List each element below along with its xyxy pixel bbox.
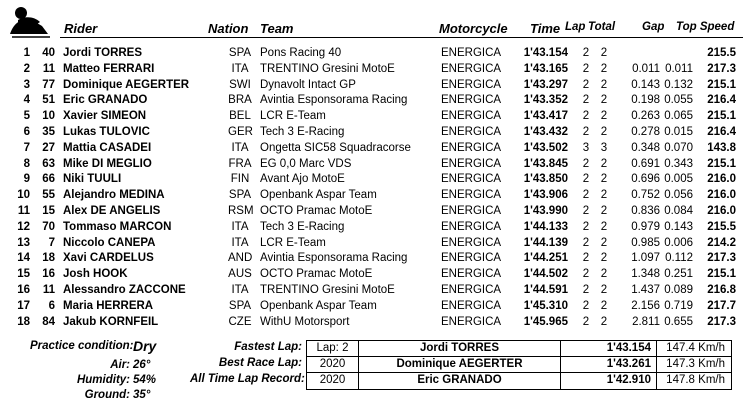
header-motorcycle: Motorcycle: [439, 21, 508, 36]
motorcycle-cell: ENERGICA: [441, 268, 502, 281]
team-cell: Avintia Esponsorama Racing: [260, 252, 408, 265]
lap-cell: 3: [582, 141, 590, 154]
total-cell: 2: [600, 94, 608, 107]
gap-previous-cell: 0.143: [664, 220, 693, 233]
number-cell: 11: [42, 283, 55, 296]
gap-previous-cell: 0.070: [664, 141, 693, 154]
nation-cell: ITA: [231, 283, 249, 296]
total-cell: 2: [600, 62, 608, 75]
gap-previous-cell: 0.132: [664, 78, 693, 91]
motorcycle-cell: ENERGICA: [441, 204, 502, 217]
rider-name-cell: Dominique AEGERTER: [63, 78, 190, 91]
total-cell: 2: [600, 236, 608, 249]
gap-first-cell: 0.011: [632, 62, 660, 75]
motorcycle-cell: ENERGICA: [441, 189, 502, 202]
lap-cell: 2: [582, 204, 590, 217]
record-rider: Eric GRANADO: [359, 373, 561, 389]
team-cell: Tech 3 E-Racing: [260, 125, 345, 138]
team-cell: TRENTINO Gresini MotoE: [260, 283, 395, 296]
rider-name-cell: Xavier SIMEON: [63, 110, 147, 123]
gap-previous-cell: 0.055: [664, 94, 693, 107]
number-cell: 27: [42, 141, 55, 154]
nation-cell: BEL: [229, 110, 251, 123]
position-cell: 16: [17, 283, 30, 296]
position-cell: 15: [17, 268, 30, 281]
record-time: 1'42.910: [561, 373, 657, 389]
nation-cell: SWI: [229, 78, 251, 91]
lap-cell: 2: [582, 110, 590, 123]
top-speed-cell: 215.1: [707, 110, 736, 123]
rider-name-cell: Alex DE ANGELIS: [63, 204, 161, 217]
gap-previous-cell: 0.011: [665, 62, 693, 75]
top-speed-cell: 217.3: [707, 315, 736, 328]
top-speed-cell: 215.5: [707, 220, 736, 233]
gap-previous-cell: 0.089: [664, 283, 693, 296]
number-cell: 63: [42, 157, 55, 170]
team-cell: Dynavolt Intact GP: [260, 78, 356, 91]
rider-name-cell: Matteo FERRARI: [63, 62, 155, 75]
position-cell: 8: [23, 157, 30, 170]
nation-cell: SPA: [228, 299, 252, 312]
team-cell: OCTO Pramac MotoE: [260, 268, 373, 281]
number-cell: 55: [42, 189, 55, 202]
table-row: [0, 46, 745, 62]
table-row: [0, 188, 745, 204]
air-value: 26°: [133, 359, 151, 371]
header-time: Time: [530, 21, 561, 36]
record-cell: Lap: 2: [307, 341, 359, 357]
position-cell: 6: [23, 125, 30, 138]
nation-cell: FRA: [228, 157, 252, 170]
total-cell: 2: [600, 189, 608, 202]
table-row: [0, 315, 745, 331]
top-speed-cell: 216.0: [707, 204, 736, 217]
record-cell: 2020: [307, 373, 359, 389]
lap-cell: 2: [582, 283, 590, 296]
table-row: [0, 251, 745, 267]
table-header: [0, 0, 745, 40]
lap-cell: 2: [582, 299, 590, 312]
motorcycle-cell: ENERGICA: [441, 157, 502, 170]
number-cell: 6: [48, 299, 55, 312]
table-row: [0, 78, 745, 94]
rider-name-cell: Xavi CARDELUS: [63, 252, 154, 265]
nation-cell: ITA: [231, 220, 249, 233]
total-cell: 2: [600, 173, 608, 186]
time-cell: 1'43.417: [523, 110, 568, 123]
motorcycle-cell: ENERGICA: [441, 47, 502, 59]
time-cell: 1'43.297: [523, 78, 568, 91]
header-rider: Rider: [64, 21, 98, 36]
team-cell: Avant Ajo MotoE: [260, 173, 345, 186]
table-row: [0, 93, 745, 109]
motorcycle-cell: ENERGICA: [441, 173, 502, 186]
total-cell: 2: [600, 268, 608, 281]
number-cell: 10: [42, 110, 55, 123]
motorcycle-cell: ENERGICA: [441, 236, 502, 249]
table-row: [0, 204, 745, 220]
record-rider: Jordi TORRES: [359, 341, 561, 357]
nation-cell: ITA: [231, 236, 249, 249]
team-cell: Ongetta SIC58 Squadracorse: [260, 141, 411, 154]
gap-first-cell: 0.979: [631, 220, 660, 233]
practice-condition-value: Dry: [133, 338, 157, 354]
number-cell: 7: [48, 236, 55, 249]
nation-cell: ITA: [231, 62, 249, 75]
rider-name-cell: Josh HOOK: [63, 268, 128, 281]
motorcycle-rider-icon: [4, 4, 56, 38]
lap-cell: 2: [582, 94, 590, 107]
total-cell: 2: [600, 252, 608, 265]
top-speed-cell: 215.1: [707, 78, 736, 91]
record-cell: 2020: [307, 357, 359, 373]
header-total: Total: [588, 21, 616, 33]
time-cell: 1'43.502: [523, 141, 568, 154]
team-cell: OCTO Pramac MotoE: [260, 204, 373, 217]
total-cell: 2: [600, 283, 608, 296]
total-cell: 2: [600, 315, 608, 328]
conditions-panel: [30, 340, 180, 404]
lap-cell: 2: [582, 236, 590, 249]
time-cell: 1'43.850: [523, 173, 568, 186]
air-label: Air:: [110, 359, 130, 371]
top-speed-cell: 215.1: [707, 268, 736, 281]
header-nation: Nation: [208, 21, 249, 36]
lap-cell: 2: [582, 252, 590, 265]
record-speed: 147.4 Km/h: [657, 341, 731, 357]
time-cell: 1'44.251: [523, 252, 568, 265]
position-cell: 2: [23, 62, 30, 75]
gap-first-cell: 2.811: [632, 315, 660, 328]
gap-first-cell: 1.348: [631, 268, 660, 281]
position-cell: 14: [17, 252, 30, 265]
motorcycle-cell: ENERGICA: [441, 299, 502, 312]
time-cell: 1'43.990: [523, 204, 568, 217]
number-cell: 15: [42, 204, 55, 217]
position-cell: 12: [17, 220, 30, 233]
time-cell: 1'45.965: [523, 315, 568, 328]
top-speed-cell: 215.1: [707, 157, 736, 170]
top-speed-cell: 215.5: [707, 47, 736, 59]
rider-name-cell: Alessandro ZACCONE: [63, 283, 186, 296]
team-cell: LCR E-Team: [260, 110, 326, 123]
gap-previous-cell: 0.065: [664, 110, 693, 123]
lap-cell: 2: [582, 125, 590, 138]
total-cell: 2: [600, 47, 608, 59]
team-cell: EG 0,0 Marc VDS: [260, 157, 352, 170]
time-cell: 1'44.502: [523, 268, 568, 281]
rider-name-cell: Jakub KORNFEIL: [63, 315, 159, 328]
record-rider: Dominique AEGERTER: [359, 357, 561, 373]
gap-first-cell: 0.696: [631, 173, 660, 186]
nation-cell: ITA: [231, 141, 249, 154]
motorcycle-cell: ENERGICA: [441, 141, 502, 154]
gap-first-cell: 0.278: [631, 125, 660, 138]
lap-cell: 2: [582, 157, 590, 170]
team-cell: LCR E-Team: [260, 236, 326, 249]
top-speed-cell: 216.4: [707, 94, 736, 107]
top-speed-cell: 217.7: [707, 299, 736, 312]
position-cell: 13: [17, 236, 30, 249]
ground-value: 35°: [133, 389, 151, 401]
results-table: [0, 46, 745, 330]
fastest-lap-label: Fastest Lap:: [234, 341, 302, 353]
gap-previous-cell: 0.719: [664, 299, 693, 312]
gap-previous-cell: 0.006: [664, 236, 693, 249]
nation-cell: GER: [228, 125, 253, 138]
motorcycle-cell: ENERGICA: [441, 110, 502, 123]
nation-cell: AUS: [228, 268, 252, 281]
record-time: 1'43.154: [561, 341, 657, 357]
gap-first-cell: 0.198: [631, 94, 660, 107]
lap-cell: 2: [582, 189, 590, 202]
ground-label: Ground:: [84, 389, 130, 401]
team-cell: Openbank Aspar Team: [260, 299, 377, 312]
rider-name-cell: Maria HERRERA: [63, 299, 154, 312]
all-time-record-label: All Time Lap Record:: [190, 373, 305, 385]
table-row: [0, 109, 745, 125]
top-speed-cell: 216.8: [707, 283, 736, 296]
top-speed-cell: 217.3: [707, 62, 736, 75]
gap-previous-cell: 0.112: [665, 252, 693, 265]
rider-name-cell: Mattia CASADEI: [63, 141, 152, 154]
gap-previous-cell: 0.005: [664, 173, 693, 186]
nation-cell: SPA: [228, 189, 252, 202]
motorcycle-cell: ENERGICA: [441, 283, 502, 296]
motorcycle-cell: ENERGICA: [441, 62, 502, 75]
nation-cell: FIN: [230, 173, 250, 186]
position-cell: 1: [23, 47, 30, 59]
top-speed-cell: 143.8: [707, 141, 736, 154]
gap-first-cell: 1.437: [631, 283, 660, 296]
position-cell: 10: [17, 189, 30, 202]
lap-cell: 2: [582, 315, 590, 328]
time-cell: 1'44.591: [523, 283, 568, 296]
gap-previous-cell: 0.343: [664, 157, 693, 170]
rider-name-cell: Lukas TULOVIC: [63, 125, 150, 138]
top-speed-cell: 216.0: [707, 189, 736, 202]
position-cell: 3: [23, 78, 30, 91]
gap-first-cell: 0.348: [631, 141, 660, 154]
time-cell: 1'43.845: [523, 157, 568, 170]
time-cell: 1'44.133: [523, 220, 568, 233]
rider-name-cell: Tommaso MARCON: [63, 220, 172, 233]
table-row: [0, 267, 745, 283]
gap-previous-cell: 0.655: [664, 315, 693, 328]
motorcycle-cell: ENERGICA: [441, 78, 502, 91]
gap-previous-cell: 0.251: [664, 268, 693, 281]
gap-first-cell: 0.143: [631, 78, 660, 91]
humidity-value: 54%: [133, 374, 157, 386]
number-cell: 84: [42, 315, 55, 328]
number-cell: 18: [42, 252, 55, 265]
gap-previous-cell: 0.056: [664, 189, 693, 202]
top-speed-cell: 217.3: [707, 252, 736, 265]
table-row: [0, 283, 745, 299]
lap-cell: 2: [582, 78, 590, 91]
team-cell: Openbank Aspar Team: [260, 189, 377, 202]
position-cell: 18: [17, 315, 30, 328]
records-grid: [306, 340, 732, 390]
lap-cell: 2: [582, 268, 590, 281]
number-cell: 77: [42, 78, 55, 91]
lap-cell: 2: [582, 62, 590, 75]
motorcycle-cell: ENERGICA: [441, 315, 502, 328]
position-cell: 17: [17, 299, 30, 312]
nation-cell: BRA: [228, 94, 252, 107]
best-race-lap-label: Best Race Lap:: [218, 357, 302, 369]
gap-previous-cell: 0.015: [664, 125, 693, 138]
time-cell: 1'43.154: [523, 47, 568, 59]
position-cell: 4: [23, 94, 30, 107]
time-cell: 1'43.165: [523, 62, 568, 75]
gap-first-cell: 0.691: [631, 157, 660, 170]
motorcycle-cell: ENERGICA: [441, 125, 502, 138]
total-cell: 2: [600, 204, 608, 217]
lap-cell: 2: [582, 47, 590, 59]
rider-name-cell: Jordi TORRES: [63, 47, 143, 59]
header-lap: Lap: [565, 21, 586, 33]
total-cell: 2: [600, 78, 608, 91]
nation-cell: SPA: [228, 47, 252, 59]
record-speed: 147.8 Km/h: [666, 374, 725, 386]
number-cell: 11: [42, 62, 55, 75]
record-speed: 147.3 Km/h: [657, 357, 731, 373]
table-row: [0, 141, 745, 157]
number-cell: 35: [42, 125, 55, 138]
nation-cell: RSM: [228, 204, 254, 217]
position-cell: 9: [23, 173, 30, 186]
gap-first-cell: 1.097: [631, 252, 660, 265]
gap-first-cell: 0.263: [631, 110, 660, 123]
number-cell: 16: [42, 268, 55, 281]
practice-condition-label: Practice condition:: [30, 340, 134, 352]
time-cell: 1'44.139: [523, 236, 568, 249]
number-cell: 51: [42, 94, 55, 107]
header-gap: Gap: [642, 21, 665, 33]
position-cell: 5: [23, 110, 30, 123]
rider-name-cell: Alejandro MEDINA: [63, 189, 165, 202]
top-speed-cell: 214.2: [707, 236, 736, 249]
position-cell: 7: [23, 141, 30, 154]
nation-cell: AND: [228, 252, 253, 265]
team-cell: Tech 3 E-Racing: [260, 220, 345, 233]
number-cell: 40: [42, 47, 55, 59]
total-cell: 2: [600, 125, 608, 138]
record-time: 1'43.261: [561, 357, 657, 373]
humidity-label: Humidity:: [76, 374, 130, 386]
rider-name-cell: Niki TUULI: [63, 173, 122, 186]
motorcycle-cell: ENERGICA: [441, 94, 502, 107]
total-cell: 2: [600, 110, 608, 123]
table-row: [0, 62, 745, 78]
number-cell: 70: [42, 220, 55, 233]
nation-cell: CZE: [228, 315, 252, 328]
table-row: [0, 157, 745, 173]
total-cell: 2: [600, 157, 608, 170]
table-row: [0, 172, 745, 188]
rider-name-cell: Mike DI MEGLIO: [63, 157, 152, 170]
gap-first-cell: 0.985: [631, 236, 660, 249]
header-team: Team: [260, 21, 294, 36]
gap-first-cell: 0.752: [631, 189, 660, 202]
team-cell: Pons Racing 40: [260, 47, 342, 59]
total-cell: 2: [600, 220, 608, 233]
total-cell: 3: [600, 141, 608, 154]
team-cell: Avintia Esponsorama Racing: [260, 94, 408, 107]
table-row: [0, 220, 745, 236]
rider-name-cell: Niccolo CANEPA: [63, 236, 156, 249]
team-cell: TRENTINO Gresini MotoE: [260, 62, 395, 75]
motorcycle-cell: ENERGICA: [441, 220, 502, 233]
gap-first-cell: 2.156: [631, 299, 660, 312]
lap-cell: 2: [582, 220, 590, 233]
time-cell: 1'45.310: [523, 299, 568, 312]
position-cell: 11: [17, 204, 30, 217]
header-top-speed: Top Speed: [676, 21, 735, 33]
time-cell: 1'43.906: [523, 189, 568, 202]
number-cell: 66: [42, 173, 55, 186]
total-cell: 2: [600, 299, 608, 312]
team-cell: WithU Motorsport: [260, 315, 350, 328]
table-row: [0, 125, 745, 141]
top-speed-cell: 216.0: [707, 173, 736, 186]
time-cell: 1'43.432: [523, 125, 568, 138]
rider-name-cell: Eric GRANADO: [63, 94, 148, 107]
table-row: [0, 236, 745, 252]
top-speed-cell: 216.4: [707, 125, 736, 138]
gap-previous-cell: 0.084: [664, 204, 693, 217]
header-divider: [60, 37, 743, 38]
gap-first-cell: 0.836: [631, 204, 660, 217]
motorcycle-cell: ENERGICA: [441, 252, 502, 265]
time-cell: 1'43.352: [523, 94, 568, 107]
table-row: [0, 299, 745, 315]
lap-cell: 2: [582, 173, 590, 186]
